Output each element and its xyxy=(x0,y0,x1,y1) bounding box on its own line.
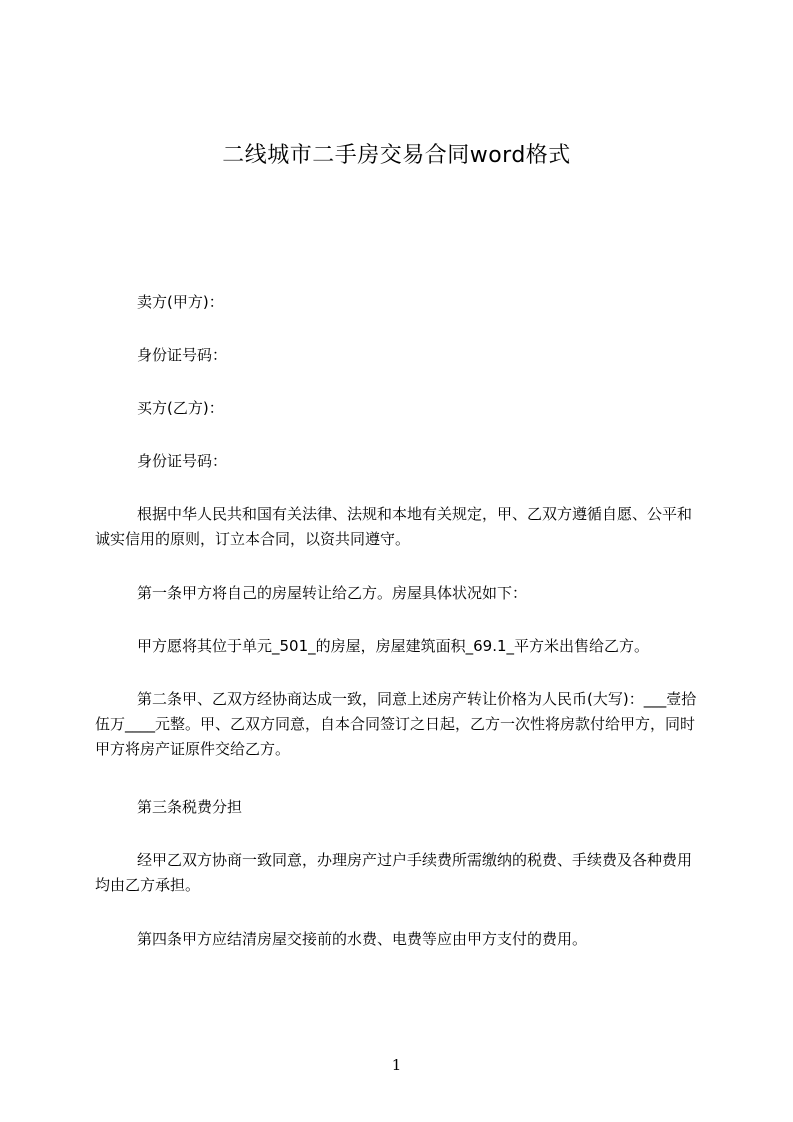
article-3-heading: 第三条税费分担 xyxy=(137,798,243,816)
article-3-detail: 经甲乙双方协商一致同意，办理房产过户手续费所需缴纳的税费、手续费及各种费用均由乙方承担。 xyxy=(95,851,693,894)
preamble-paragraph: 根据中华人民共和国有关法律、法规和本地有关规定，甲、乙双方遵循自愿、公平和诚实信用的原则，订立本合同，以资共同遵守。 xyxy=(95,505,693,548)
article-1-heading: 第一条甲方将自己的房屋转让给乙方。房屋具体状况如下： xyxy=(137,584,528,602)
seller-id-line: 身份证号码： xyxy=(137,346,228,364)
seller-line: 卖方(甲方)： xyxy=(137,293,224,311)
document-title: 二线城市二手房交易合同word格式 xyxy=(222,143,571,168)
article-4-paragraph: 第四条甲方应结清房屋交接前的水费、电费等应由甲方支付的费用。 xyxy=(137,930,588,948)
buyer-line: 买方(乙方)： xyxy=(137,399,224,417)
page-number: 1 xyxy=(391,1056,402,1074)
buyer-id-line: 身份证号码： xyxy=(137,452,228,470)
article-1-detail: 甲方愿将其位于单元_501_的房屋，房屋建筑面积_69.1_平方米出售给乙方。 xyxy=(137,637,650,655)
article-2-paragraph: 第二条甲、乙双方经协商达成一致，同意上述房产转让价格为人民币(大写)：___壹拾伍万____元整。甲、乙双方同意，自本合同签订之日起，乙方一次性将房款付给甲方，同时甲方将房产证原件交给乙方。 xyxy=(95,690,697,758)
